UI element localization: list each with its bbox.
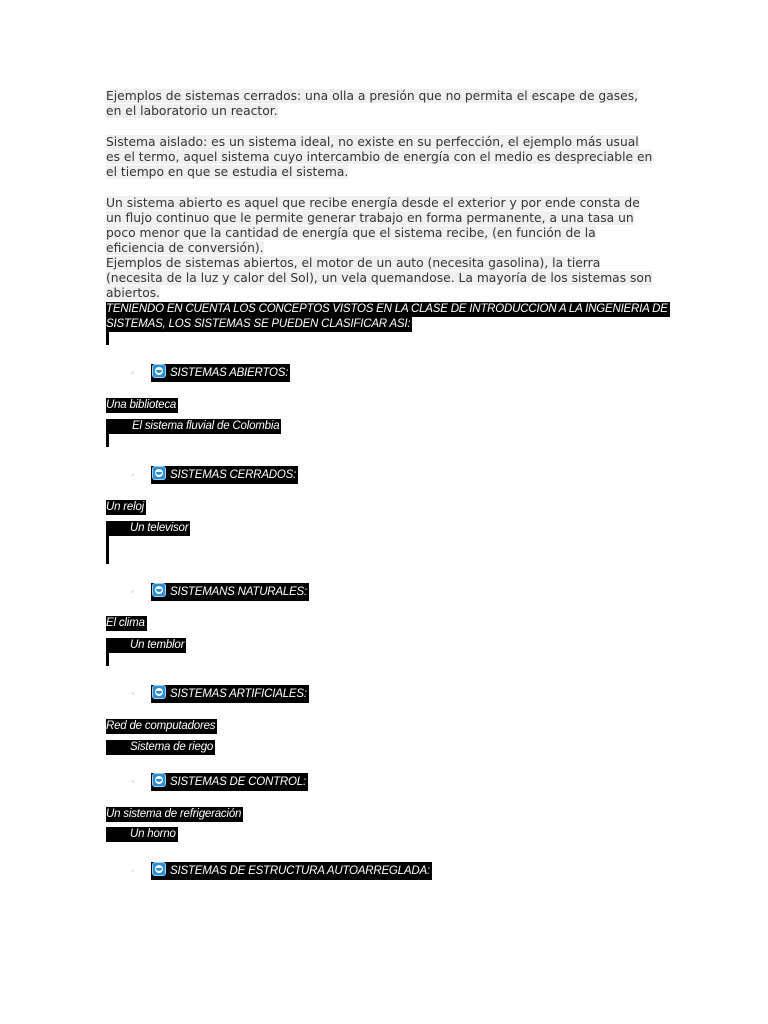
smiley-icon [152,466,166,480]
example-item: Un horno [106,827,178,842]
paragraph-open-systems [106,196,656,301]
paragraph-text: Ejemplos de sistemas cerrados: una olla a presión que no permita el escape de gases, en el laboratorio un reactor. [106,89,639,118]
category-label: SISTEMAS ABIERTOS: [170,367,289,379]
paragraph-text: Ejemplos de sistemas abiertos, el motor de un auto (necesita gasolina), la tierra (necesita de la luz y calor del Sol), un vela quemandose. La mayoría de los sistemas son abiertos. [106,256,652,300]
smiley-icon [152,364,166,378]
example-item: Un sistema de refrigeración [106,808,242,820]
smiley-icon [152,773,166,787]
example-item: Red de computadores [106,720,216,732]
bullet: • [130,867,136,877]
example-item: El clima [106,617,145,629]
example-item: Una biblioteca [106,399,177,411]
bullet: • [130,369,136,379]
bullet: • [130,778,136,788]
example-item: Un televisor [106,521,190,536]
smiley-icon [152,685,166,699]
text-cursor-mark [106,434,109,447]
bullet: • [130,471,136,481]
category-natural-systems [151,583,309,601]
example-item: Sistema de riego [106,740,215,755]
example-item: Un reloj [106,501,145,513]
heading-line: SISTEMAS, LOS SISTEMAS SE PUEDEN CLASIFICAR ASI: [106,318,411,330]
category-label: SISTEMAS DE ESTRUCTURA AUTOARREGLADA: [170,865,430,877]
bullet: • [130,690,136,700]
paragraph-text: Sistema aislado: es un sistema ideal, no existe en su perfección, el ejemplo más usual es el termo, aquel sistema cuyo intercambio de energía con el medio es despreciable en el tiempo en que se estudia el sistema. [106,135,653,179]
category-label: SISTEMAS CERRADOS: [170,469,297,481]
paragraph-text: Un sistema abierto es aquel que recibe energía desde el exterior y por ende consta de un flujo continuo que le permite generar trabajo en forma permanente, a una tasa un poco menor que la cantidad de energía que el sistema recibe, (en función de la eficiencia de conversión). [106,196,640,255]
example-item: El sistema fluvial de Colombia [106,419,281,434]
bullet: • [130,588,136,598]
category-open-systems [151,364,290,382]
smiley-icon [152,583,166,597]
example-item: Un temblor [106,638,186,653]
category-label: SISTEMANS NATURALES: [170,586,308,598]
text-cursor-mark [106,332,109,345]
category-label: SISTEMAS ARTIFICIALES: [170,688,307,700]
category-label: SISTEMAS DE CONTROL: [170,776,306,788]
category-artificial-systems [151,685,309,703]
text-cursor-mark [106,536,109,564]
smiley-icon [152,862,166,876]
heading-line: TENIENDO EN CUENTA LOS CONCEPTOS VISTOS EN LA CLASE DE INTRODUCCION A LA INGENIERIA DE [106,303,668,315]
category-closed-systems [151,466,298,484]
category-control-systems [151,773,308,791]
category-self-organizing-systems [151,862,432,880]
paragraph-closed-systems [106,89,656,119]
text-cursor-mark [106,653,109,666]
paragraph-isolated-system [106,135,656,180]
